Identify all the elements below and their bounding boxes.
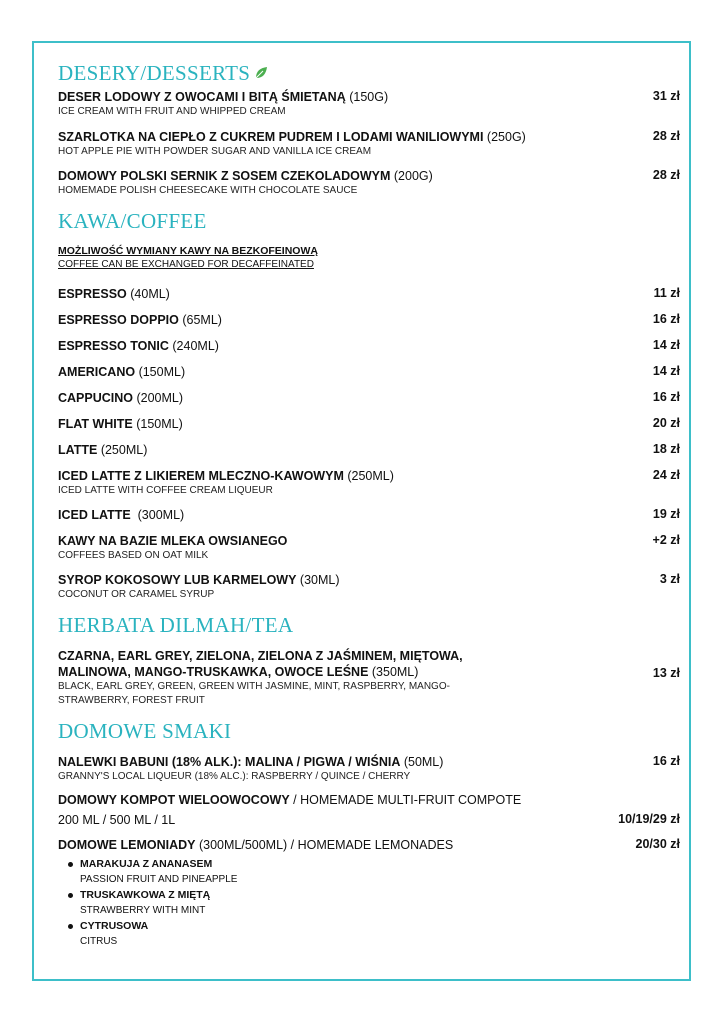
item-price: 16 zł bbox=[652, 754, 680, 768]
section-homemade bbox=[58, 716, 680, 950]
item-price: 11 zł bbox=[653, 286, 680, 300]
menu-item: ICED LATTE Z LIKIEREM MLECZNO-KAWOWYM (250ML) ICED LATTE WITH COFFEE CREAM LIQUEUR 24 zł bbox=[58, 468, 680, 496]
menu-item: ESPRESSO (40ML) 11 zł bbox=[58, 286, 680, 301]
decaf-note: MOŻLIWOŚĆ WYMIANY KAWY NA BEZKOFEINOWĄ COFFEE CAN BE EXCHANGED FOR DECAFFEINATED bbox=[58, 245, 318, 270]
item-price: 20/30 zł bbox=[635, 837, 680, 851]
menu-item: CAPPUCINO (200ML) 16 zł bbox=[58, 390, 680, 405]
item-price: 24 zł bbox=[652, 468, 680, 482]
item-price: 19 zł bbox=[652, 507, 680, 521]
item-price: 28 zł bbox=[652, 168, 680, 182]
menu-item: DOMOWY KOMPOT WIELOOWOCOWY / HOMEMADE MULTI-FRUIT COMPOTE 200 ML / 500 ML / 1L 10/19/29 zł bbox=[58, 793, 680, 827]
list-item: CYTRUSOWA CITRUS bbox=[80, 919, 590, 950]
section-title: DOMOWE SMAKI bbox=[58, 719, 232, 743]
section-desserts bbox=[58, 58, 680, 198]
item-price: 28 zł bbox=[652, 129, 680, 143]
lemonade-list bbox=[58, 857, 590, 950]
menu-item: DOMOWE LEMONIADY (300ML/500ML) / HOMEMADE LEMONADES 20/30 zł MARAKUJA Z ANANASEM PASSION FRUIT AND PINEAPPLE TRUSKAWKOWA Z MIĘTĄ STRAWBERRY WITH MINT CYTRUSOWA CITRUS bbox=[58, 837, 680, 950]
section-title: KAWA/COFFEE bbox=[58, 209, 207, 233]
list-item: TRUSKAWKOWA Z MIĘTĄ STRAWBERRY WITH MINT bbox=[80, 888, 590, 919]
menu-item: SYROP KOKOSOWY LUB KARMELOWY (30ML) COCONUT OR CARAMEL SYRUP 3 zł bbox=[58, 572, 680, 600]
item-price: 18 zł bbox=[652, 442, 680, 456]
menu-item: ICED LATTE (300ML) 19 zł bbox=[58, 507, 680, 522]
section-coffee bbox=[58, 206, 680, 602]
item-price: 14 zł bbox=[652, 338, 680, 352]
menu-item: DESER LODOWY Z OWOCAMI I BITĄ ŚMIETANĄ (150G) ICE CREAM WITH FRUIT AND WHIPPED CREAM 31 zł bbox=[58, 89, 680, 117]
menu-item: DOMOWY POLSKI SERNIK Z SOSEM CZEKOLADOWYM (200G) HOMEMADE POLISH CHEESECAKE WITH CHOCOLATE SAUCE 28 zł bbox=[58, 168, 680, 196]
menu-item: LATTE (250ML) 18 zł bbox=[58, 442, 680, 457]
menu-item: NALEWKI BABUNI (18% ALK.): MALINA / PIGWA / WIŚNIA (50ML) GRANNY'S LOCAL LIQUEUR (18% ALC.): RASPBERRY / QUINCE / CHERRY 16 zł bbox=[58, 754, 680, 782]
section-title: HERBATA DILMAH/TEA bbox=[58, 613, 294, 637]
menu-item: KAWY NA BAZIE MLEKA OWSIANEGO COFFEES BASED ON OAT MILK +2 zł bbox=[58, 533, 680, 561]
item-price: 10/19/29 zł bbox=[618, 812, 680, 826]
menu-item: ESPRESSO TONIC (240ML) 14 zł bbox=[58, 338, 680, 353]
section-tea bbox=[58, 610, 680, 708]
item-price: 16 zł bbox=[652, 312, 680, 326]
item-price: 31 zł bbox=[652, 89, 680, 103]
menu-item: AMERICANO (150ML) 14 zł bbox=[58, 364, 680, 379]
leaf-icon bbox=[254, 66, 268, 80]
item-price: 3 zł bbox=[659, 572, 680, 586]
item-price: 20 zł bbox=[652, 416, 680, 430]
item-price: 16 zł bbox=[652, 390, 680, 404]
menu-item: ESPRESSO DOPPIO (65ML) 16 zł bbox=[58, 312, 680, 327]
list-item: MARAKUJA Z ANANASEM PASSION FRUIT AND PINEAPPLE bbox=[80, 857, 590, 888]
section-title: DESERY/DESSERTS bbox=[58, 58, 680, 88]
menu-item: FLAT WHITE (150ML) 20 zł bbox=[58, 416, 680, 431]
item-price: 14 zł bbox=[652, 364, 680, 378]
item-price: +2 zł bbox=[652, 533, 680, 547]
item-price: 13 zł bbox=[652, 666, 680, 680]
menu-content bbox=[58, 58, 680, 950]
menu-item: CZARNA, EARL GREY, ZIELONA, ZIELONA Z JAŚMINEM, MIĘTOWA, MALINOWA, MANGO-TRUSKAWKA, OWOCE LEŚNE (350ML) BLACK, EARL GREY, GREEN, GREEN WITH JASMINE, MINT, RASPBERRY, MANGO-STRAWBERRY, FOREST FRUIT 13 zł bbox=[58, 649, 680, 706]
menu-item: SZARLOTKA NA CIEPŁO Z CUKREM PUDREM I LODAMI WANILIOWYMI (250G) HOT APPLE PIE WITH POWDER SUGAR AND VANILLA ICE CREAM 28 zł bbox=[58, 129, 680, 157]
